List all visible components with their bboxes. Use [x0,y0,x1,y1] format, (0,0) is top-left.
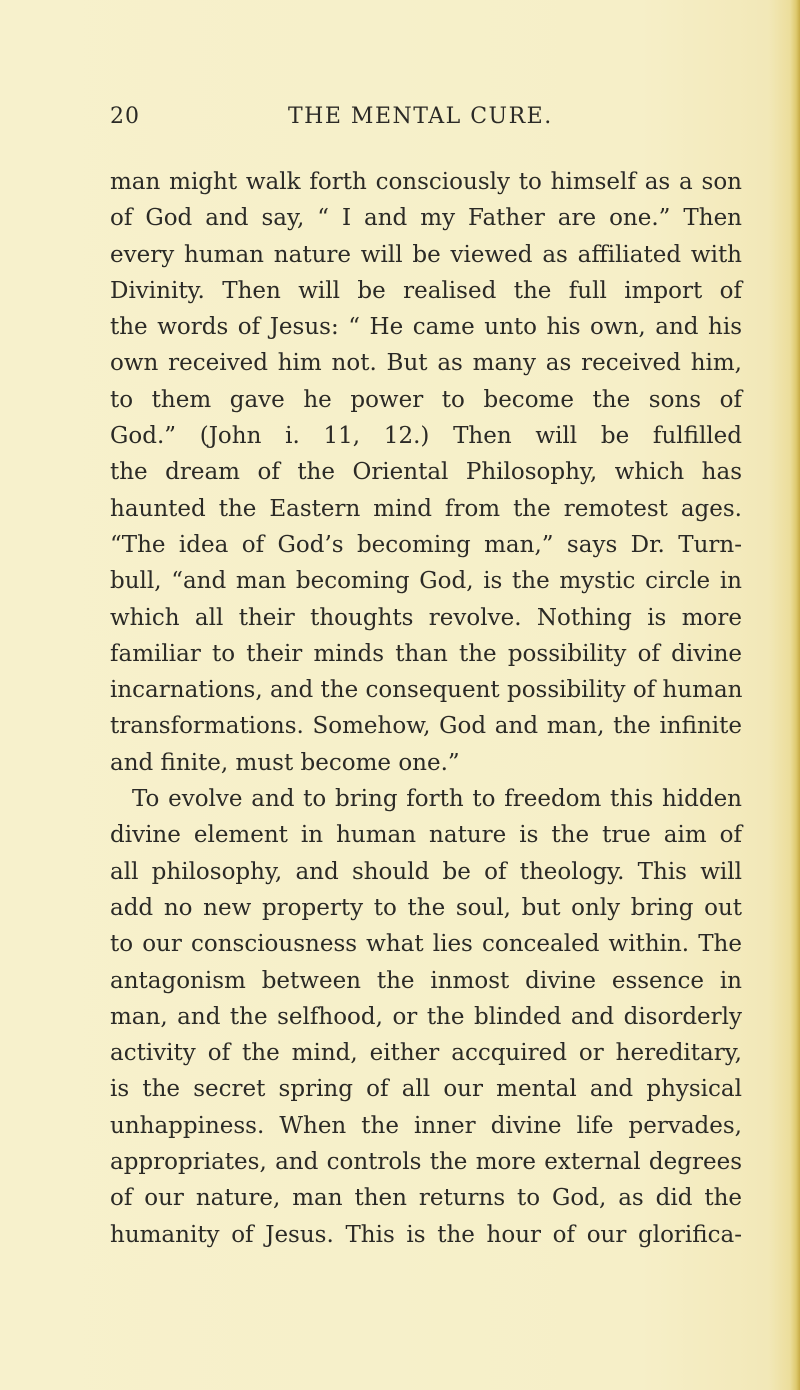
text-line: the dream of the Oriental Philosophy, which has [110,459,742,486]
text-line: every human nature will be viewed as affiliated with [110,241,742,268]
text-line: “The idea of God’s becoming man,” says Dr. Turn- [110,531,742,558]
text-line: familiar to their minds than the possibility of divine [110,640,742,667]
text-line: add no new property to the soul, but only bring out [110,894,742,921]
text-line: man, and the selfhood, or the blinded and disorderly [110,1003,742,1030]
text-line: appropriates, and controls the more external degrees [110,1149,742,1176]
text-line: antagonism between the inmost divine essence in [110,967,742,994]
text-line: all philosophy, and should be of theology. This will [110,858,742,885]
text-line: transformations. Somehow, God and man, the infinite [110,713,742,740]
text-line: unhappiness. When the inner divine life pervades, [110,1112,742,1139]
text-line: of our nature, man then returns to God, as did the [110,1185,742,1212]
text-line: which all their thoughts revolve. Nothing is more [110,604,742,631]
text-line: the words of Jesus: “ He came unto his own, and his [110,314,742,341]
text-line: incarnations, and the consequent possibility of human [110,677,743,704]
page-header [110,104,750,138]
text-line: bull, “and man becoming God, is the mystic circle in [110,568,742,595]
body-text [110,164,742,1253]
text-line: is the secret spring of all our mental and physical [110,1076,742,1103]
text-line: God.” (John i. 11, 12.) Then will be fulfilled [110,423,742,450]
text-line: Divinity. Then will be realised the full import of [110,277,742,304]
text-line: of God and say, “ I and my Father are one.” Then [110,205,742,232]
text-line: to our consciousness what lies concealed within. The [110,931,742,958]
page-edge-shadow [790,0,800,1390]
text-line: and finite, must become one.” [110,749,460,776]
text-line: humanity of Jesus. This is the hour of our glorifica- [110,1221,742,1248]
text-line: to them gave he power to become the sons of [110,386,742,413]
text-line: activity of the mind, either accquired or hereditary, [110,1040,742,1067]
text-line: divine element in human nature is the true aim of [110,822,742,849]
running-head: THE MENTAL CURE. [288,104,553,129]
text-line: haunted the Eastern mind from the remotest ages. [110,495,742,522]
text-line: own received him not. But as many as received him, [110,350,742,377]
paragraph-start-line: To evolve and to bring forth to freedom this hidden [132,786,742,813]
page-number: 20 [110,104,140,129]
text-line: man might walk forth consciously to himself as a son [110,169,742,195]
